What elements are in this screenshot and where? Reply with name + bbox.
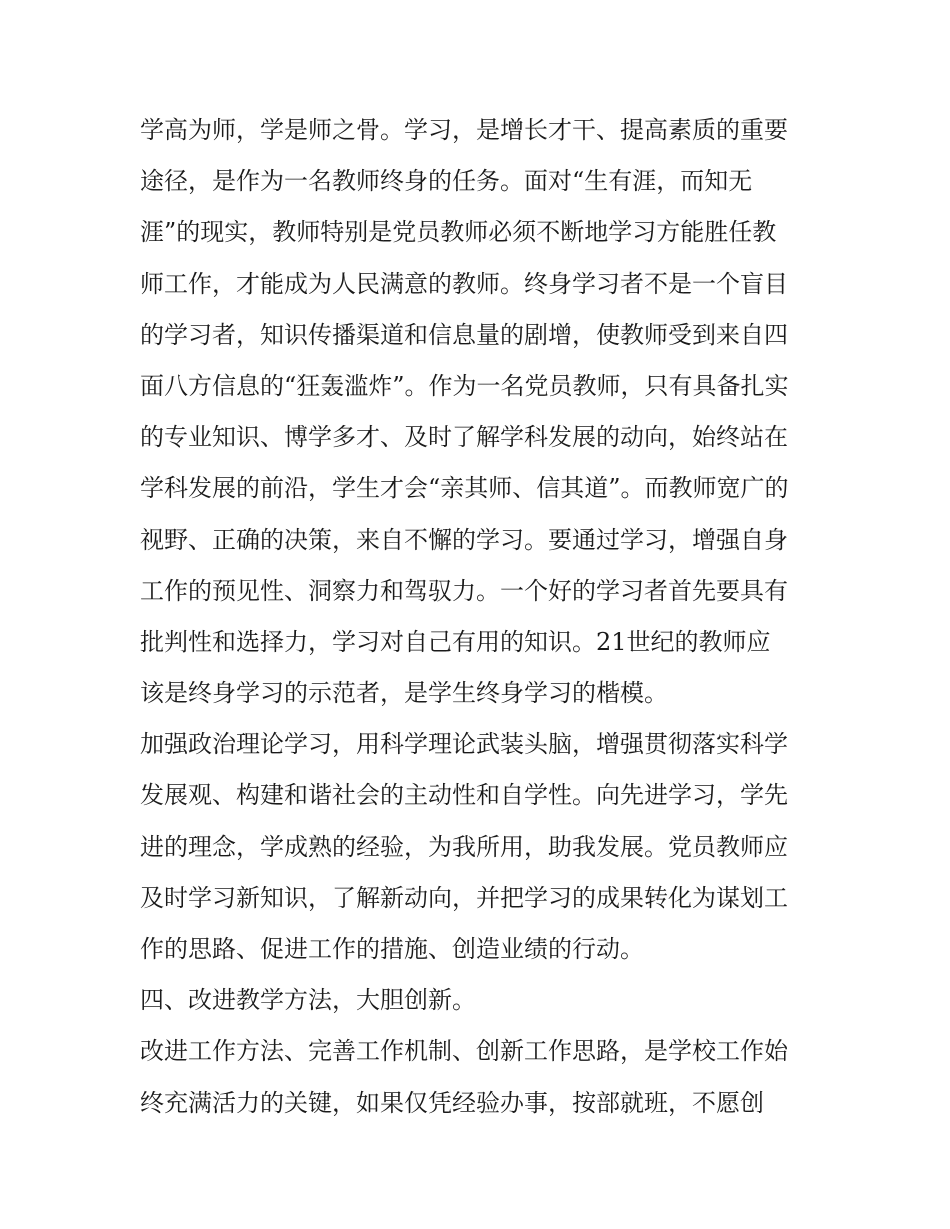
text-line: 途径，是作为一名教师终身的任务。面对“生有涯，而知无	[140, 167, 753, 196]
text-line: 进的理念，学成熟的经验，为我所用，助我发展。党员教师应	[140, 832, 788, 861]
text-line: 及时学习新知识，了解新动向，并把学习的成果转化为谋划工	[140, 883, 788, 912]
text-line: 加强政治理论学习，用科学理论武装头脑，增强贯彻落实科学	[140, 730, 788, 759]
text-line: 视野、正确的决策，来自不懈的学习。要通过学习，增强自身	[140, 525, 788, 554]
text-line: 学高为师，学是师之骨。学习，是增长才干、提高素质的重要	[140, 116, 788, 144]
body-text	[140, 105, 820, 1129]
text-line: 批判性和选择力，学习对自己有用的知识。21世纪的教师应	[140, 627, 771, 656]
text-line: 工作的预见性、洞察力和驾驭力。一个好的学习者首先要具有	[140, 576, 788, 605]
text-line: 涯”的现实，教师特别是党员教师必须不断地学习方能胜任教	[140, 218, 777, 247]
text-line: 改进工作方法、完善工作机制、创新工作思路，是学校工作始	[140, 1037, 788, 1066]
text-line: 学科发展的前沿，学生才会“亲其师、信其道”。而教师宽广的	[140, 474, 789, 503]
text-line: 作的思路、促进工作的措施、创造业绩的行动。	[140, 935, 644, 963]
text-line: 的专业知识、博学多才、及时了解学科发展的动向，始终站在	[140, 423, 788, 452]
text-line: 师工作，才能成为人民满意的教师。终身学习者不是一个盲目	[140, 269, 788, 298]
section-heading: 四、改进教学方法，大胆创新。	[140, 986, 476, 1015]
text-line: 面八方信息的“狂轰滥炸”。作为一名党员教师，只有具备扎实	[140, 371, 789, 400]
text-line: 发展观、构建和谐社会的主动性和自学性。向先进学习，学先	[140, 781, 788, 810]
text-line: 的学习者，知识传播渠道和信息量的剧增，使教师受到来自四	[140, 320, 788, 349]
text-line: 终充满活力的关键，如果仅凭经验办事，按部就班，不愿创	[140, 1088, 764, 1117]
text-line: 该是终身学习的示范者，是学生终身学习的楷模。	[140, 679, 668, 708]
